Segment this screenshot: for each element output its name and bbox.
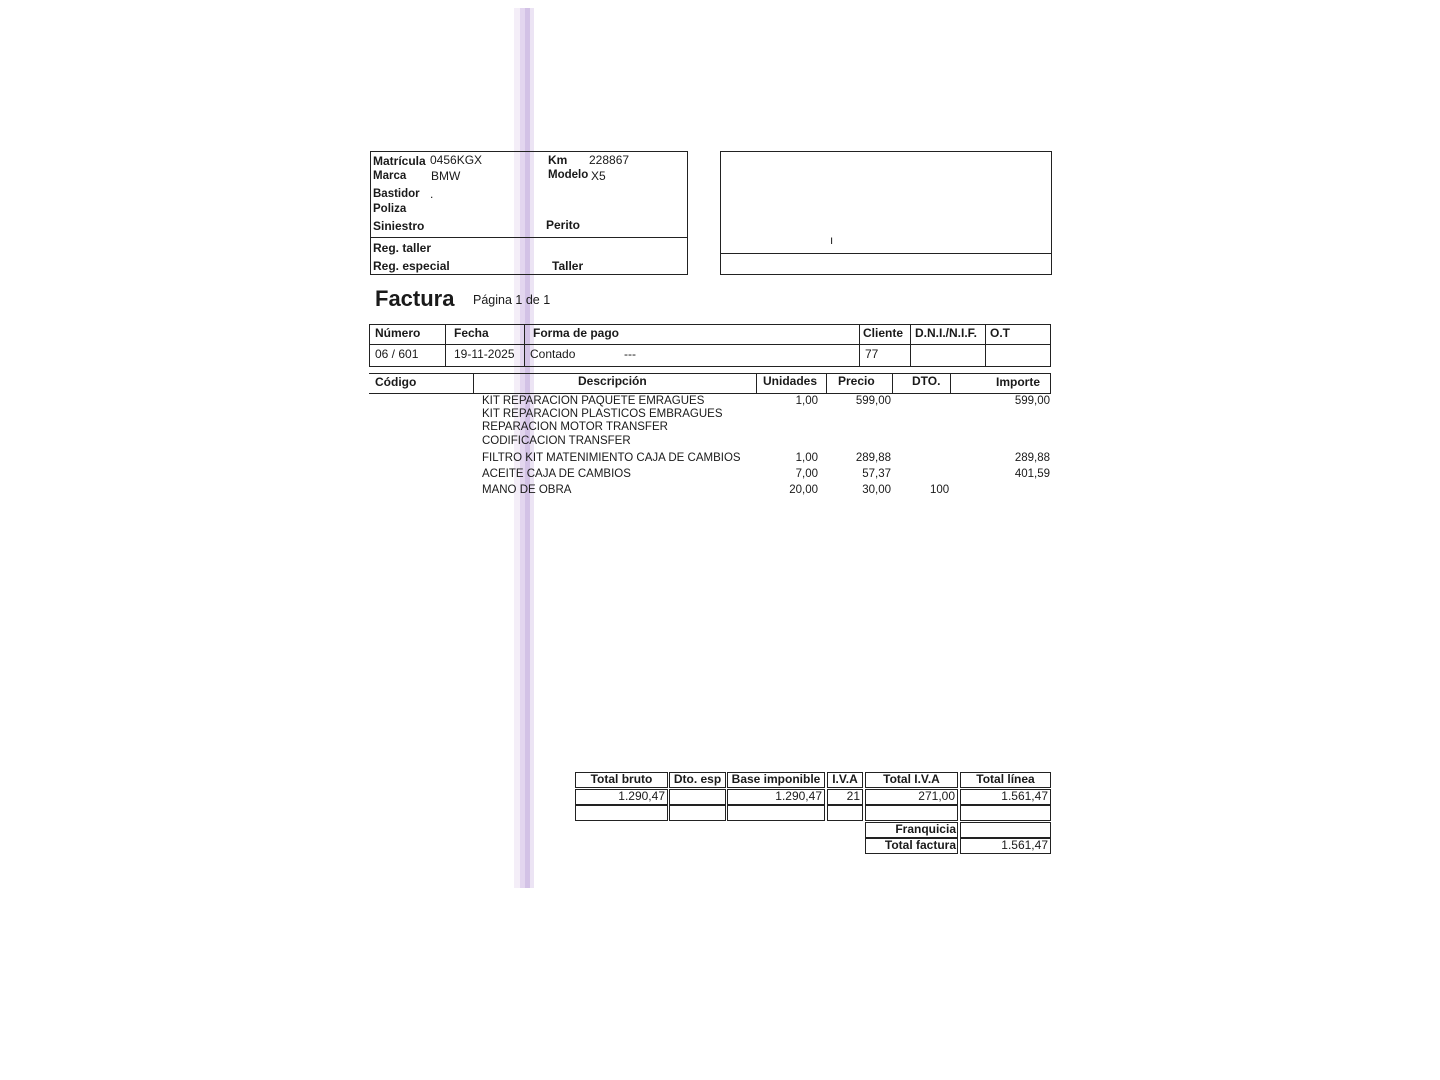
importe-header: Importe	[996, 375, 1041, 389]
dto-esp-value	[669, 789, 726, 805]
marca-label: Marca	[373, 170, 407, 182]
line-item	[0, 484, 1440, 498]
divider	[1050, 373, 1051, 393]
descripcion-header: Descripción	[578, 374, 647, 388]
reg-especial-label: Reg. especial	[373, 259, 450, 273]
ot-header: O.T	[990, 326, 1010, 340]
item-precio: 289,88	[855, 452, 891, 464]
line-item	[0, 468, 1440, 482]
item-precio: 30,00	[862, 484, 891, 496]
dto-esp-header: Dto. esp	[669, 772, 726, 788]
empty-cell	[575, 805, 668, 821]
divider	[473, 373, 474, 393]
modelo-value: X5	[591, 169, 606, 183]
base-imponible-value: 1.290,47	[727, 789, 825, 805]
empty-cell	[960, 805, 1051, 821]
km-value: 228867	[589, 153, 630, 167]
client-box-mark: ı	[830, 235, 834, 247]
item-precio: 57,37	[862, 468, 891, 480]
item-descripcion: REPARACION MOTOR TRANSFER	[482, 421, 668, 433]
divider	[892, 373, 893, 393]
base-imponible-header: Base imponible	[727, 772, 825, 788]
franquicia-label: Franquicia	[865, 822, 958, 838]
total-linea-header: Total línea	[960, 772, 1051, 788]
taller-label: Taller	[552, 259, 584, 273]
line-item	[0, 452, 1440, 466]
dni-header: D.N.I./N.I.F.	[915, 326, 978, 340]
item-importe: 289,88	[1014, 452, 1050, 464]
reg-taller-label: Reg. taller	[373, 241, 432, 255]
codigo-header: Código	[375, 375, 417, 389]
divider	[369, 393, 1051, 394]
divider	[445, 324, 446, 367]
divider	[369, 373, 1051, 374]
franquicia-value	[960, 822, 1051, 838]
item-importe: 599,00	[1014, 395, 1050, 407]
total-iva-value: 271,00	[865, 789, 958, 805]
divider	[720, 253, 1052, 254]
item-unidades: 20,00	[789, 484, 818, 496]
divider	[859, 324, 860, 367]
vehicle-info-box	[370, 151, 688, 275]
item-descripcion: MANO DE OBRA	[482, 484, 572, 496]
modelo-label: Modelo	[548, 169, 589, 181]
matricula-label: Matrícula	[373, 154, 426, 168]
km-label: Km	[548, 153, 568, 167]
unidades-header: Unidades	[763, 374, 818, 388]
forma-pago-dash: ---	[624, 347, 636, 361]
bastidor-label: Bastidor	[373, 188, 420, 200]
divider	[985, 324, 986, 367]
empty-cell	[827, 805, 863, 821]
total-bruto-header: Total bruto	[575, 772, 668, 788]
poliza-label: Poliza	[373, 203, 407, 215]
bastidor-value: .	[430, 187, 434, 201]
page-number: Página 1 de 1	[473, 293, 551, 307]
item-unidades: 7,00	[795, 468, 818, 480]
empty-cell	[727, 805, 825, 821]
page-title: Factura	[375, 286, 455, 311]
divider	[826, 373, 827, 393]
total-factura-value: 1.561,47	[960, 838, 1051, 854]
numero-header: Número	[375, 326, 421, 340]
cliente-value: 77	[865, 347, 879, 361]
divider	[370, 237, 688, 238]
item-unidades: 1,00	[795, 395, 818, 407]
item-precio: 599,00	[855, 395, 891, 407]
item-descripcion: ACEITE CAJA DE CAMBIOS	[482, 468, 631, 480]
item-unidades: 1,00	[795, 452, 818, 464]
total-factura-label: Total factura	[865, 838, 958, 854]
forma-pago-header: Forma de pago	[533, 326, 620, 340]
dto-header: DTO.	[912, 374, 941, 388]
line-item	[0, 408, 1440, 422]
item-importe: 401,59	[1014, 468, 1050, 480]
empty-cell	[669, 805, 726, 821]
fecha-value: 19-11-2025	[454, 347, 515, 361]
line-item	[0, 435, 1440, 449]
item-dto: 100	[930, 484, 950, 496]
total-linea-value: 1.561,47	[960, 789, 1051, 805]
forma-pago-value: Contado	[530, 347, 576, 361]
matricula-value: 0456KGX	[430, 153, 483, 167]
numero-value: 06 / 601	[375, 347, 419, 361]
item-descripcion: KIT REPARACION PAQUETE EMRAGUES	[482, 395, 705, 407]
divider	[910, 324, 911, 367]
divider	[950, 373, 951, 393]
item-descripcion: CODIFICACION TRANSFER	[482, 435, 631, 447]
item-descripcion: KIT REPARACION PLASTICOS EMBRAGUES	[482, 408, 723, 420]
line-item	[0, 395, 1440, 409]
marca-value: BMW	[431, 169, 461, 183]
total-bruto-value: 1.290,47	[575, 789, 668, 805]
line-item	[0, 421, 1440, 435]
total-iva-header: Total I.V.A	[865, 772, 958, 788]
fecha-header: Fecha	[454, 326, 489, 340]
perito-label: Perito	[546, 218, 581, 232]
divider	[756, 373, 757, 393]
cliente-header: Cliente	[863, 326, 904, 340]
divider	[369, 344, 1051, 345]
siniestro-label: Siniestro	[373, 219, 425, 233]
precio-header: Precio	[838, 374, 875, 388]
iva-value: 21	[827, 789, 863, 805]
divider	[524, 324, 525, 367]
item-descripcion: FILTRO KIT MATENIMIENTO CAJA DE CAMBIOS	[482, 452, 741, 464]
empty-cell	[865, 805, 958, 821]
client-box	[720, 151, 1052, 275]
iva-header: I.V.A	[827, 772, 863, 788]
